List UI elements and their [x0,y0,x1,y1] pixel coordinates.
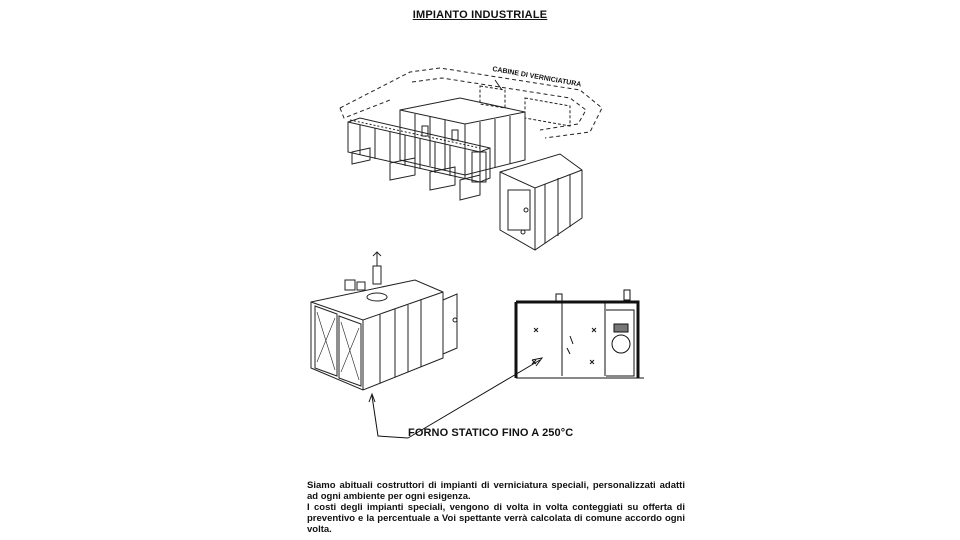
description-paragraph-2: I costi degli impianti speciali, vengono di volta in volta conteggiati su offerta di preventivo e la percentuale a Voi spettante verrà calcolata di comune accordo ogni volta. [307,502,685,535]
cabine-label: CABINE DI VERNICIATURA [491,66,582,89]
page-title: IMPIANTO INDUSTRIALE [412,9,548,21]
forno-caption: FORNO STATICO FINO A 250°C [408,427,574,439]
description-paragraph-1: Siamo abituali costruttori di impianti di verniciatura speciali, personalizzati adatti ad ogni ambiente per ogni esigenza. [307,480,685,502]
description-text [307,480,685,535]
industrial-plant-drawing [330,60,620,255]
